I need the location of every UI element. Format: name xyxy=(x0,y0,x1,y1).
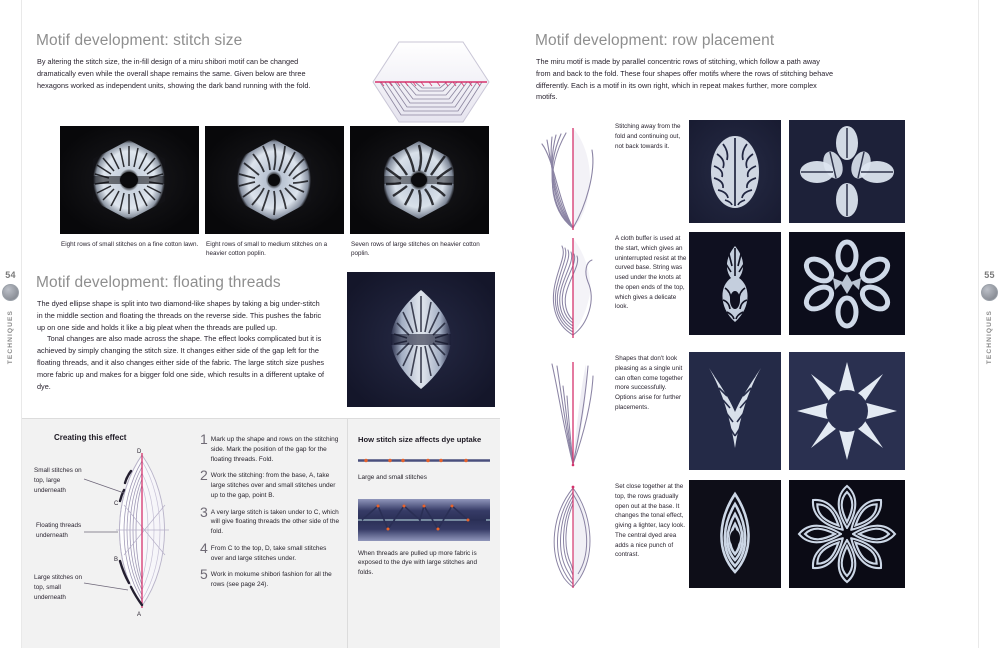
hexagon-caption-2: Eight rows of small to medium stitches on a heavier cotton poplin. xyxy=(206,241,328,258)
floating-threads-para-1: The dyed ellipse shape is split into two diamond-like shapes by taking a big under-stitch in the middle section and floating the threads on the reverse side. This pushes the fabric up on one side and holds it like a big pleat when the threads are pulled up. xyxy=(37,299,322,332)
row-placement-note-2: A cloth buffer is used at the start, which gives an uninterrupted resist at the curved base. String was used under the knots at the open ends of the top, which gives a delicate look. xyxy=(615,235,687,311)
hexagon-photo-1 xyxy=(60,126,199,234)
row-placement-images-1 xyxy=(689,120,980,223)
step-item xyxy=(200,467,340,500)
step-number: 5 xyxy=(200,566,208,583)
motif-photo-single-3 xyxy=(689,352,781,470)
dye-uptake-caption-1: Large and small stitches xyxy=(358,474,427,482)
dye-uptake-box xyxy=(358,435,490,578)
hexagon-photo-2 xyxy=(205,126,344,234)
right-page xyxy=(500,0,978,648)
diagram-label-floating-threads: Floating threads underneath xyxy=(36,522,82,539)
diagram-point-c: C xyxy=(114,501,119,507)
shape-diagram-3 xyxy=(530,352,615,472)
hexagon-caption-1: Eight rows of small stitches on a fine cotton lawn. xyxy=(61,241,199,248)
left-page-tab xyxy=(0,0,22,648)
floating-threads-diagram xyxy=(32,443,192,618)
page-marker-dot-icon xyxy=(981,284,998,301)
motif-photo-single-1 xyxy=(689,120,781,223)
left-page-section-label: TECHNIQUES xyxy=(7,310,14,365)
diagram-label-large-stitches: Large stitches on top, small underneath xyxy=(34,574,82,601)
shape-diagram-4 xyxy=(530,480,615,598)
floating-threads-body xyxy=(37,298,327,393)
motif-photo-repeat-1 xyxy=(789,120,905,223)
motif-photo-repeat-2 xyxy=(789,232,905,335)
motif-photo-repeat-4 xyxy=(789,480,905,588)
dye-uptake-heading: How stitch size affects dye uptake xyxy=(358,435,482,444)
shape-diagram-2 xyxy=(530,232,615,344)
left-page xyxy=(22,0,500,648)
step-text: From C to the top, D, take small stitches over and large stitches under. xyxy=(210,544,327,562)
diagram-point-b: B xyxy=(114,557,119,563)
motif-photo-single-2 xyxy=(689,232,781,335)
row-placement-note-1: Stitching away from the fold and continuing out, not back towards it. xyxy=(615,123,681,150)
hexagon-caption-row xyxy=(61,240,490,259)
step-item xyxy=(200,503,340,537)
stitch-size-heading: Motif development: stitch size xyxy=(36,32,243,49)
right-page-section-label: TECHNIQUES xyxy=(986,310,993,365)
right-page-number: 55 xyxy=(984,270,995,280)
motif-photo-repeat-3 xyxy=(789,352,905,470)
row-placement-images-2 xyxy=(689,232,980,335)
diagram-point-a: A xyxy=(137,612,142,618)
hexagon-fold-diagram xyxy=(367,36,495,128)
floating-threads-para-2: Tonal changes are also made across the shape. The effect looks complicated but it is achieved by simply changing the stitch size. It changes either side of the gap left for the floating threads, and it also changes either side of the fabric. The large stitch size pushes more fabric up and makes for a bigger fold one side, which results in a different uptake of dye. xyxy=(37,334,325,391)
dye-uptake-caption-2: When threads are pulled up more fabric is exposed to the dye with large stitches and folds. xyxy=(358,549,478,577)
step-number: 2 xyxy=(200,467,208,484)
row-placement-images-3 xyxy=(689,352,980,470)
floating-threads-heading: Motif development: floating threads xyxy=(36,274,281,291)
row-placement-images-4 xyxy=(689,480,980,588)
creating-this-effect-panel xyxy=(22,418,500,648)
left-page-number: 54 xyxy=(5,270,16,280)
stitch-size-body: By altering the stitch size, the in-fill design of a miru shibori motif can be changed dramatically even while the overall shape remains the same. Given below are three hexagons worked as independent units, showing the dark band running with the fold. xyxy=(37,57,311,90)
hexagon-photo-row xyxy=(60,126,489,234)
panel-divider xyxy=(347,419,348,648)
creating-this-effect-heading: Creating this effect xyxy=(54,433,127,442)
row-placement-row-1 xyxy=(530,120,980,232)
floating-threads-photo xyxy=(347,272,495,407)
row-placement-note-4: Set close together at the top, the rows gradually open out at the base. It changes the tonal effect, giving a lighter, lacy look. The central dyed area adds a nice punch of contrast. xyxy=(615,483,686,559)
step-number: 1 xyxy=(200,431,208,447)
step-text: A very large stitch is taken under to C, which will give floating threads the other side of the fold. xyxy=(210,508,340,535)
hexagon-caption-3: Seven rows of large stitches on heavier cotton poplin. xyxy=(351,241,480,258)
row-placement-row-3 xyxy=(530,352,980,472)
step-number: 3 xyxy=(200,503,208,520)
dye-uptake-figure-1 xyxy=(358,456,490,465)
step-item xyxy=(200,539,340,564)
step-item xyxy=(200,431,340,464)
motif-photo-single-4 xyxy=(689,480,781,588)
step-item xyxy=(200,566,340,590)
step-text: Work in mokume shibori fashion for all the rows (see page 24). xyxy=(210,571,332,588)
step-number: 4 xyxy=(200,539,208,556)
row-placement-body: The miru motif is made by parallel concentric rows of stitching, which follow a path away from and back to the fold. These four shapes offer motifs where the rows of stitching behave differently. Each is a motif in its own right, which in repeat makes further, more complex motifs. xyxy=(536,57,834,102)
step-text: Work the stitching: from the base, A, take large stitches over and small stitches under up to the gap, point B. xyxy=(210,472,336,499)
page-marker-dot-icon xyxy=(2,284,19,301)
row-placement-heading: Motif development: row placement xyxy=(535,32,775,49)
creating-this-effect-steps xyxy=(200,431,340,597)
hexagon-photo-3 xyxy=(350,126,489,234)
row-placement-row-2 xyxy=(530,232,980,344)
shape-diagram-1 xyxy=(530,120,615,232)
row-placement-row-4 xyxy=(530,480,980,598)
diagram-point-d: D xyxy=(137,449,142,455)
row-placement-note-3: Shapes that don't look pleasing as a single unit can often come together more successfully. Options arise for further placements. xyxy=(615,355,683,411)
step-text: Mark up the shape and rows on the stitching side. Mark the position of the gap for the floating threads. Fold. xyxy=(210,436,339,463)
right-page-tab xyxy=(978,0,1000,648)
dye-uptake-figure-2 xyxy=(358,499,490,541)
diagram-label-small-stitches: Small stitches on top, large underneath xyxy=(34,467,82,494)
